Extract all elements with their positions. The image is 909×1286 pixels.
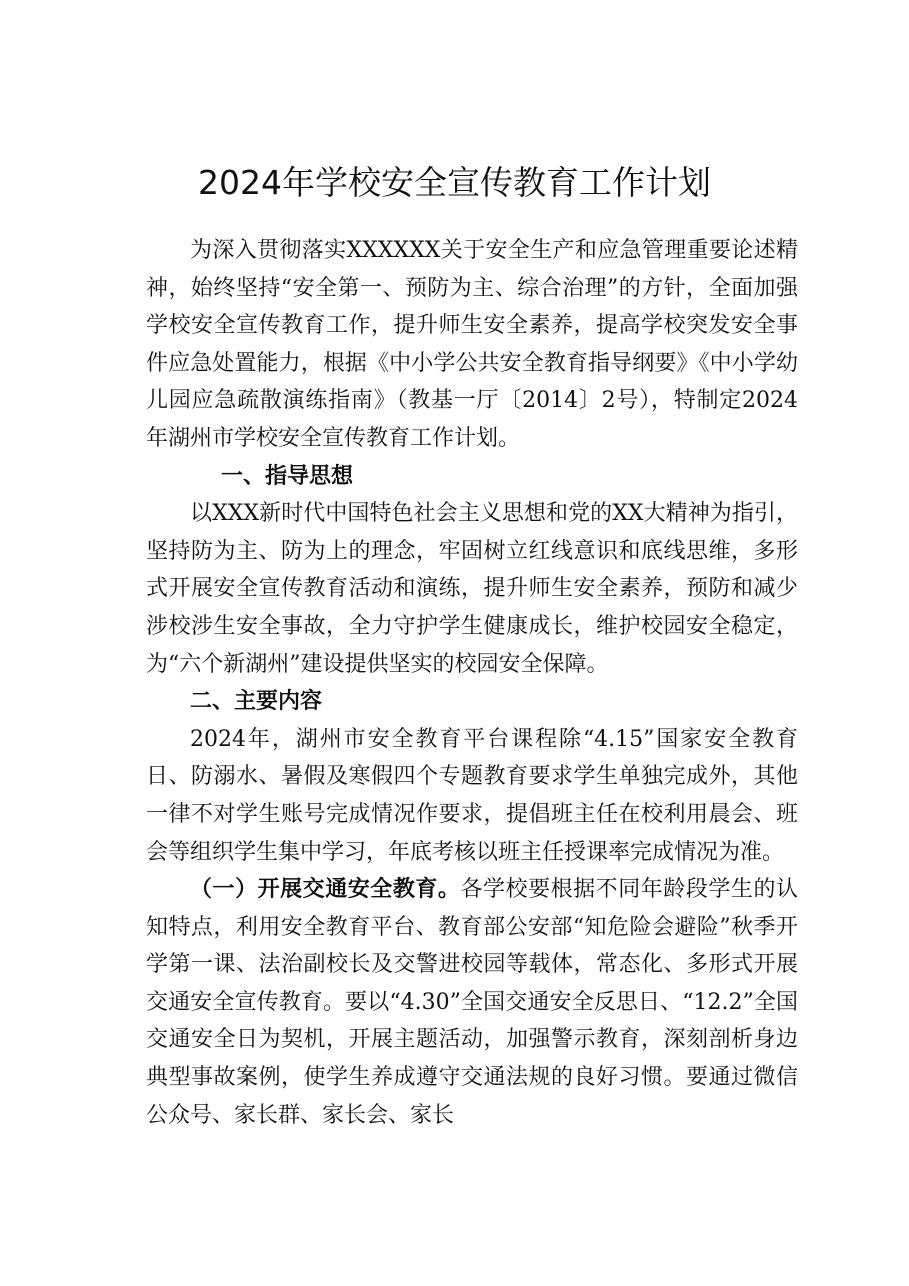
section-paragraph-main-content: 2024年，湖州市安全教育平台课程除“4.15”国家安全教育日、防溺水、暑假及寒假四个专题教育要求学生单独完成外，其他一律不对学生账号完成情况作要求，提倡班主任在校利用晨会、班会等组织学生集中学习，年底考核以班主任授课率完成情况为准。 xyxy=(146,726,798,865)
intro-paragraph: 为深入贯彻落实XXXXXX关于安全生产和应急管理重要论述精神，始终坚持“安全第一、预防为主、综合治理”的方针，全面加强学校安全宣传教育工作，提升师生安全素养，提高学校突发安全事件应急处置能力，根据《中小学公共安全教育指导纲要》《中小学幼儿园应急疏散演练指南》（教基一厅〔2014〕2号），特制定2024年湖州市学校安全宣传教育工作计划。 xyxy=(146,238,798,451)
section-paragraph-guiding-ideology: 以XXX新时代中国特色社会主义思想和党的XX大精神为指引，坚持防为主、防为上的理念，牢固树立红线意识和底线思维，多形式开展安全宣传教育活动和演练，提升师生安全素养，预防和减少涉校涉生安全事故，全力守护学生健康成长，维护校园安全稳定，为“六个新湖州”建设提供坚实的校园安全保障。 xyxy=(146,501,798,677)
item-lead-traffic-safety: （一）开展交通安全教育。 xyxy=(190,877,461,903)
section-heading-main-content: 二、主要内容 xyxy=(190,689,323,715)
document-body xyxy=(146,232,798,1134)
document-title: 2024年学校安全宣传教育工作计划 xyxy=(198,163,711,202)
item-text-traffic-safety: 各学校要根据不同年龄段学生的认知特点，利用安全教育平台、教育部公安部“知危险会避险”秋季开学第一课、法治副校长及交警进校园等载体，常态化、多形式开展交通安全宣传教育。要以“4.30”全国交通安全反思日、“12.2”全国交通安全日为契机，开展主题活动，加强警示教育，深刻剖析身边典型事故案例，使学生养成遵守交通法规的良好习惯。要通过微信公众号、家长群、家长会、家长 xyxy=(146,877,798,1128)
item-paragraph-traffic-safety xyxy=(146,871,798,1134)
section-heading-guiding-ideology: 一、指导思想 xyxy=(221,463,354,489)
